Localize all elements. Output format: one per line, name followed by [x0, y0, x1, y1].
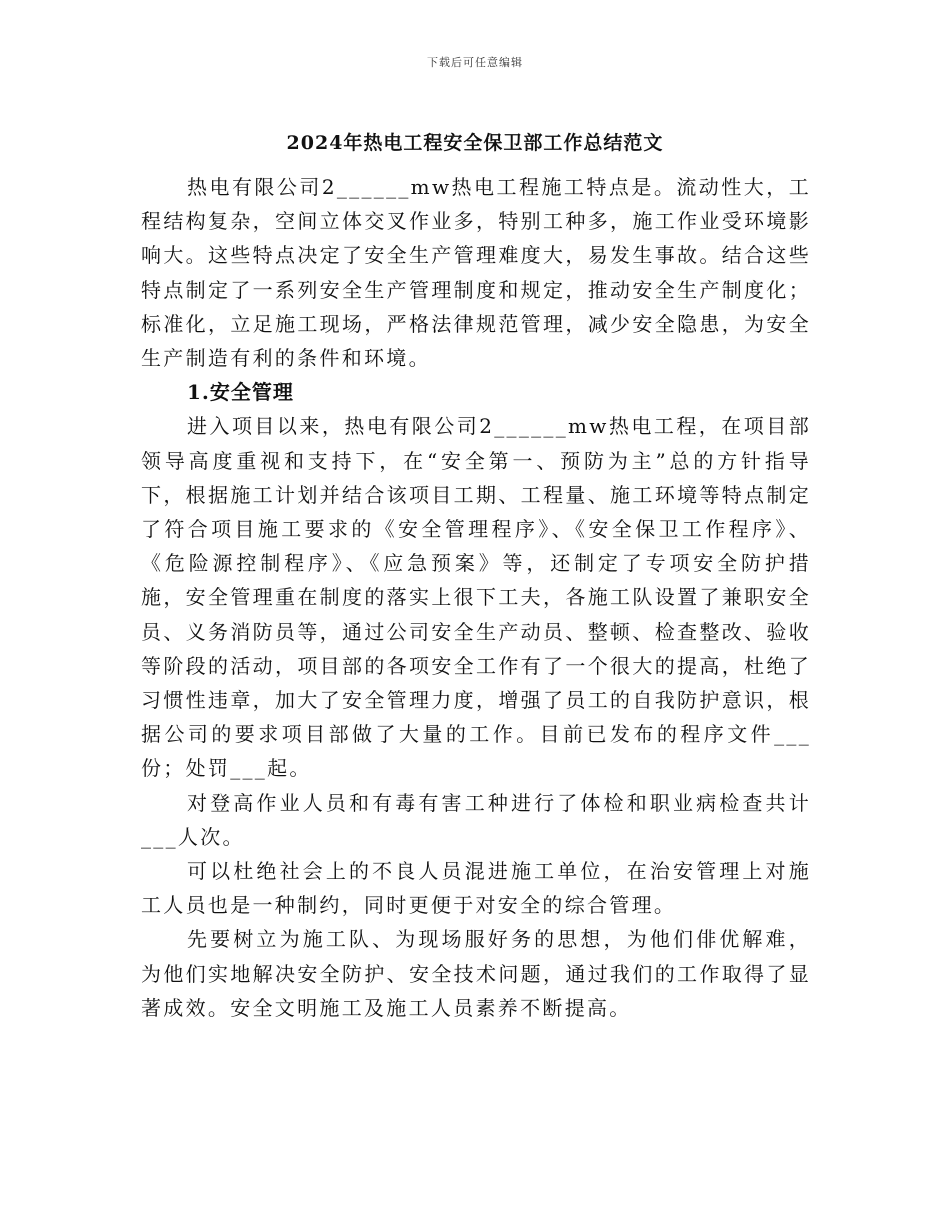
section-heading: 1.安全管理: [187, 380, 294, 405]
body-paragraph: 进入项目以来，热电有限公司2______mw热电工程，在项目部领导高度重视和支持下，在“安全第一、预防为主”总的方针指导下，根据施工计划并结合该项目工期、工程量、施工环境等特点制定了符合项目施工要求的《安全管理程序》、《安全保卫工作程序》、《危险源控制程序》、《应急预案》等，还制定了专项安全防护措施，安全管理重在制度的落实上很下工夫，各施工队设置了兼职安全员、义务消防员等，通过公司安全生产动员、整顿、检查整改、验收等阶段的活动，项目部的各项安全工作有了一个很大的提高，杜绝了习惯性违章，加大了安全管理力度，增强了员工的自我防护意识，根据公司的要求项目部做了大量的工作。目前已发布的程序文件___份；处罚___起。: [141, 414, 811, 781]
body-paragraph: 先要树立为施工队、为现场服好务的思想，为他们俳优解难，为他们实地解决安全防护、安全技术问题，通过我们的工作取得了显著成效。安全文明施工及施工人员素养不断提高。: [141, 927, 811, 1020]
header-note: 下载后可任意编辑: [427, 56, 523, 69]
body-paragraph: 可以杜绝社会上的不良人员混进施工单位，在治安管理上对施工人员也是一种制约，同时更便于对安全的综合管理。: [141, 859, 811, 918]
document-title: 2024年热电工程安全保卫部工作总结范文: [286, 132, 664, 154]
document-body: [141, 170, 811, 1025]
intro-paragraph: 热电有限公司2______mw热电工程施工特点是。流动性大，工程结构复杂，空间立体交叉作业多，特别工种多，施工作业受环境影响大。这些特点决定了安全生产管理难度大，易发生事故。结合这些特点制定了一系列安全生产管理制度和规定，推动安全生产制度化；标准化，立足施工现场，严格法律规范管理，减少安全隐患，为安全生产制造有利的条件和环境。: [141, 175, 811, 371]
body-paragraph: 对登高作业人员和有毒有害工种进行了体检和职业病检查共计___人次。: [141, 790, 811, 849]
